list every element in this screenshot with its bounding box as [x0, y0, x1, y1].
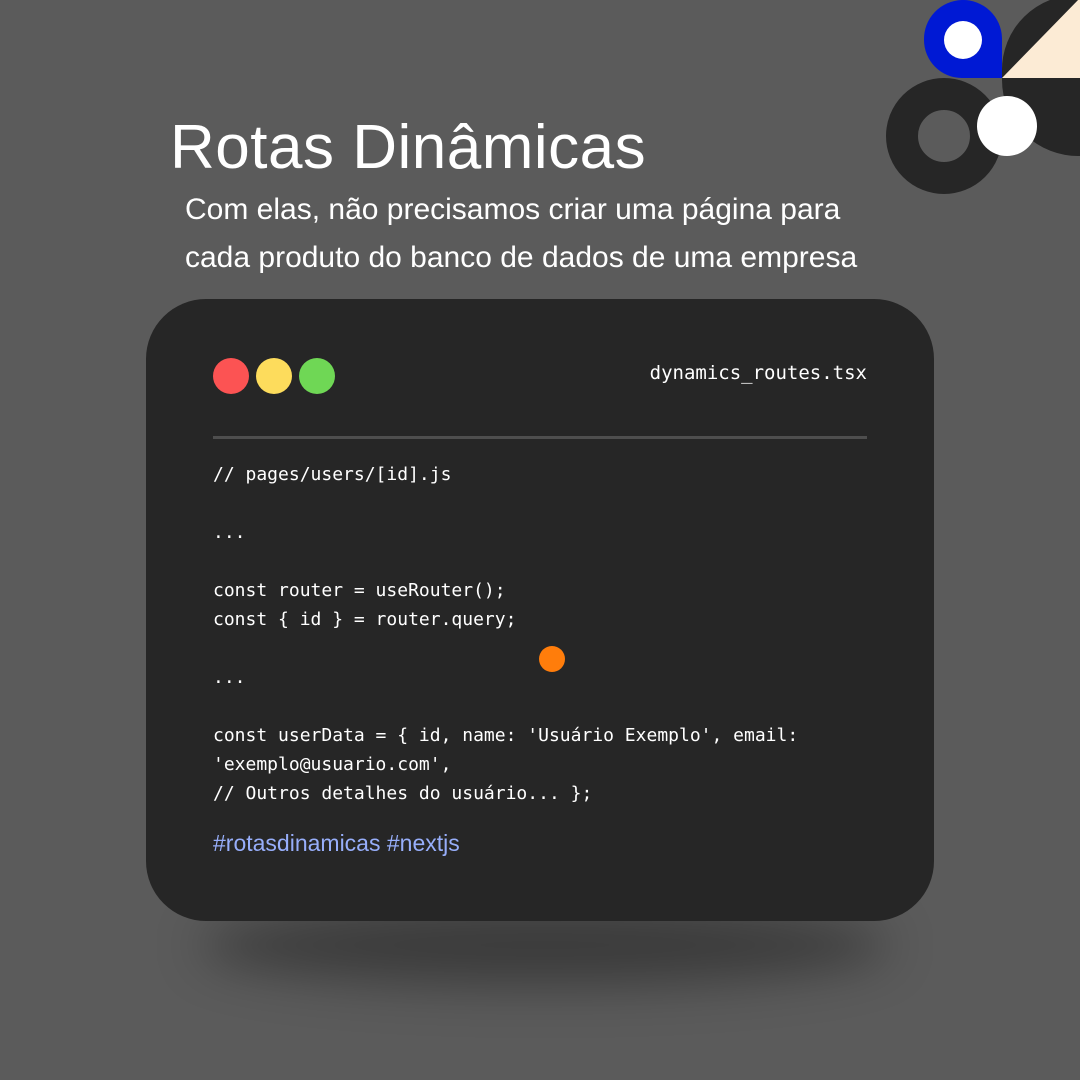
close-dot-icon: [213, 358, 249, 394]
code-line-query: const { id } = router.query;: [213, 609, 517, 630]
subtitle-line-1: Com elas, não precisamos criar uma página para: [185, 193, 841, 226]
code-block: [213, 460, 873, 808]
code-line-router: const router = useRouter();: [213, 580, 506, 601]
dark-ring-shape: [902, 94, 986, 178]
subtitle: [185, 186, 857, 282]
minimize-dot-icon: [256, 358, 292, 394]
code-line-ellipsis: ...: [213, 522, 246, 543]
page-title: Rotas Dinâmicas: [170, 113, 647, 182]
subtitle-line-2: cada produto do banco de dados de uma empresa: [185, 241, 858, 274]
code-line-ellipsis: ...: [213, 667, 246, 688]
maximize-dot-icon: [299, 358, 335, 394]
code-line-userdata-email: 'exemplo@usuario.com',: [213, 754, 452, 775]
divider: [213, 436, 867, 439]
white-circle-shape: [977, 96, 1037, 156]
orange-dot-icon: [539, 646, 565, 672]
code-line-comment-path: // pages/users/[id].js: [213, 464, 452, 485]
code-line-userdata-comment: // Outros detalhes do usuário... };: [213, 783, 593, 804]
file-name: dynamics_routes.tsx: [649, 362, 867, 384]
hashtags: #rotasdinamicas #nextjs: [213, 830, 460, 856]
code-line-userdata: const userData = { id, name: 'Usuário Exemplo', email:: [213, 725, 799, 746]
blue-drop-inner-circle: [944, 21, 982, 59]
code-editor-card: [146, 299, 934, 921]
